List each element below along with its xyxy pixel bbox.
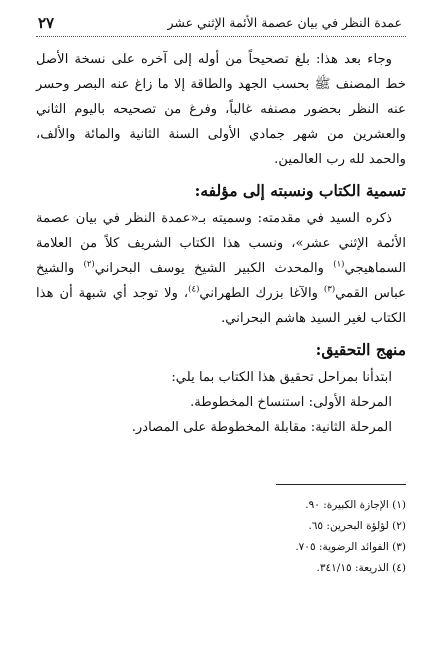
page-number: ٢٧ bbox=[38, 14, 55, 32]
running-header bbox=[36, 10, 406, 37]
attribution-text-4: والآغا بزرك الطهراني bbox=[199, 286, 324, 301]
footnote-1: (١) الإجازة الكبيرة: ٩٠. bbox=[305, 499, 406, 511]
document-page bbox=[36, 10, 406, 640]
attribution-paragraph bbox=[36, 206, 406, 331]
footnote-marker-2[interactable]: (٢) bbox=[83, 259, 95, 270]
methodology-stage-1: المرحلة الأولى: استنساخ المخطوطة. bbox=[190, 395, 392, 410]
footnote-3: (٣) الفوائد الرضوية: ٧٠٥. bbox=[295, 541, 406, 553]
section-heading-methodology: منهج التحقيق: bbox=[315, 340, 406, 359]
methodology-intro: ابتدأنا بمراحل تحقيق هذا الكتاب بما يلي: bbox=[171, 370, 392, 385]
colophon-paragraph: وجاء بعد هذا: بلغ تصحيحاً من أوله إلى آخره على نسخة الأصل خط المصنف ﷺ بحسب الجهد والطاقة إلا ما زاغ عنه البصر وحسر عنه النظر بحضور مصنفه غالباً، وفرغ من تصحيحه باليوم الثاني والعشرين من شهر جمادي الأولى السنة الثانية والمائة والألف، والحمد لله رب العالمين. bbox=[36, 52, 406, 167]
header-title: عمدة النظر في بيان عصمة الأئمة الإثني عشر bbox=[167, 15, 402, 30]
attribution-text-5: ، ولا توجد أي شبهة أن هذا الكتاب لغير السيد هاشم البحراني. bbox=[36, 286, 406, 326]
footnote-marker-4[interactable]: (٤) bbox=[188, 284, 200, 295]
section-heading-title-attribution: تسمية الكتاب ونسبته إلى مؤلفه: bbox=[194, 181, 406, 200]
footnote-2: (٢) لؤلؤة البحرين: ٦٥. bbox=[308, 520, 406, 532]
attribution-text-2: والمحدث الكبير الشيخ يوسف البحراني bbox=[94, 261, 334, 276]
footnote-marker-3[interactable]: (٣) bbox=[323, 284, 336, 295]
attribution-text-3: والشيخ عباس القمي bbox=[36, 261, 406, 301]
attribution-text-1: ذكره السيد في مقدمته: وسميته بـ«عمدة النظر في بيان عصمة الأئمة الإثني عشر»، ونسب هذا الكتاب الشريف كلاً من العلامة السماهيجي bbox=[36, 211, 406, 276]
footnote-separator bbox=[276, 484, 406, 485]
footnote-marker-1[interactable]: (١) bbox=[333, 259, 345, 270]
footnote-4: (٤) الذريعة: ٣٤١/١٥. bbox=[316, 562, 406, 574]
methodology-stage-2: المرحلة الثانية: مقابلة المخطوطة على المصادر. bbox=[131, 420, 392, 435]
